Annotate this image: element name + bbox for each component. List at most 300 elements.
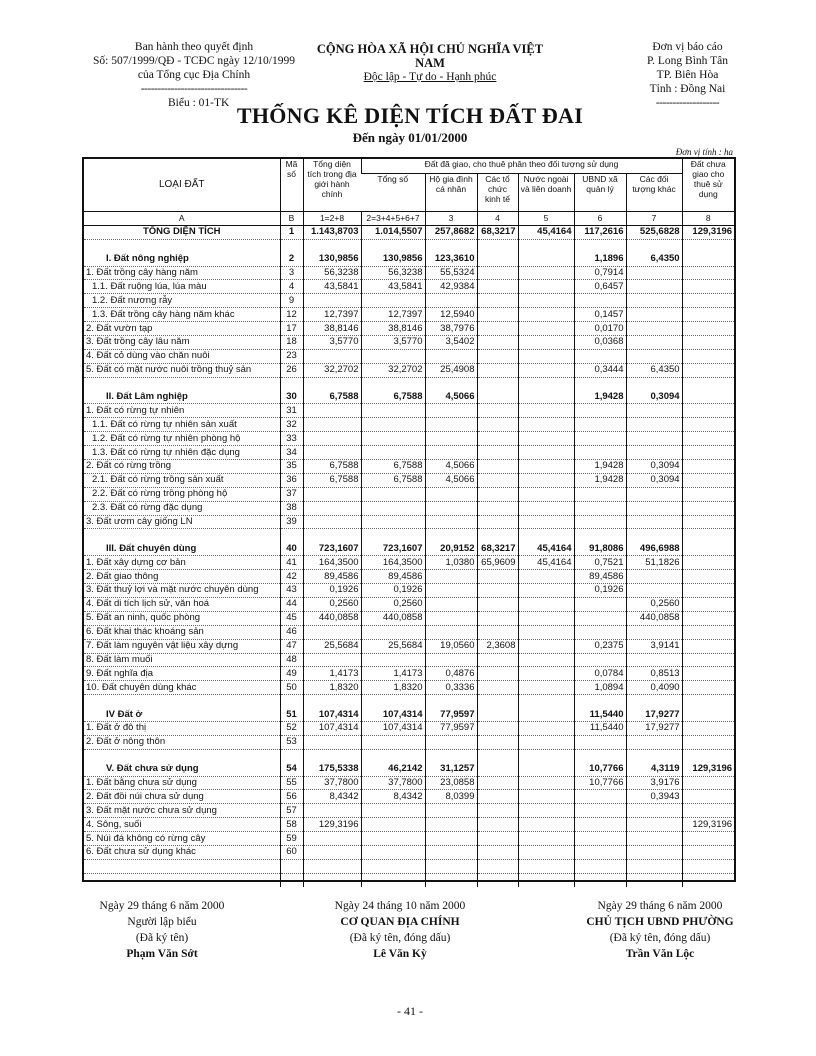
area-value-cell: 0,3943: [626, 790, 682, 804]
area-value-cell: [477, 460, 518, 474]
table-row: [84, 404, 734, 418]
spacer-cell: [425, 695, 477, 708]
area-value-cell: 55,5324: [425, 266, 477, 280]
area-value-cell: [477, 597, 518, 611]
area-value-cell: [477, 280, 518, 294]
spacer-row: [84, 239, 734, 252]
signature-note: (Đã ký tên, đóng dấu): [609, 932, 711, 944]
area-value-cell: [303, 859, 361, 873]
area-value-cell: [626, 653, 682, 667]
area-value-cell: 77,9597: [425, 721, 477, 735]
area-value-cell: [303, 446, 361, 460]
document-title: THỐNG KÊ DIỆN TÍCH ĐẤT ĐAI: [236, 103, 584, 128]
code-cell: 47: [280, 639, 303, 653]
area-value-cell: 46,2142: [361, 763, 425, 776]
header-unallocated: Đất chưa giao cho thuê sử dụng: [682, 159, 734, 212]
area-value-cell: 89,4586: [361, 570, 425, 584]
code-cell: 49: [280, 667, 303, 681]
area-value-cell: [518, 818, 574, 832]
area-value-cell: [477, 832, 518, 846]
area-value-cell: [626, 570, 682, 584]
area-value-cell: 37,7800: [361, 776, 425, 790]
area-value-cell: [682, 432, 734, 446]
area-value-cell: 1,9428: [574, 460, 626, 474]
spacer-cell: [361, 695, 425, 708]
area-value-cell: 4,5066: [425, 460, 477, 474]
area-value-cell: 1,4173: [303, 667, 361, 681]
index-cell: 8: [682, 212, 734, 226]
area-value-cell: [518, 336, 574, 350]
land-type-cell: 2.3. Đất có rừng đặc dụng: [84, 501, 280, 515]
area-value-cell: [682, 363, 734, 377]
code-cell: 39: [280, 515, 303, 529]
table-row: [84, 515, 734, 529]
code-cell: 40: [280, 542, 303, 555]
land-statistics-table: [84, 159, 734, 887]
area-value-cell: [477, 349, 518, 363]
land-type-cell: 1. Đất có rừng tự nhiên: [84, 404, 280, 418]
land-type-cell: 2. Đất ở nông thôn: [84, 735, 280, 749]
area-value-cell: 0,0368: [574, 336, 626, 350]
spacer-cell: [303, 377, 361, 390]
land-type-cell: 1.2. Đất nương rẫy: [84, 294, 280, 308]
area-value-cell: [477, 818, 518, 832]
spacer-cell: [477, 239, 518, 252]
area-value-cell: 43,5841: [361, 280, 425, 294]
area-value-cell: 56,3238: [361, 266, 425, 280]
area-value-cell: [574, 735, 626, 749]
area-value-cell: [626, 832, 682, 846]
area-value-cell: [574, 653, 626, 667]
spacer-cell: [280, 239, 303, 252]
area-value-cell: [477, 845, 518, 859]
area-value-cell: [477, 446, 518, 460]
land-type-cell: 1.1. Đất ruộng lúa, lúa màu: [84, 280, 280, 294]
document-subtitle: Đến ngày 01/01/2000: [352, 130, 468, 145]
area-value-cell: [518, 611, 574, 625]
land-type-cell: V. Đất chưa sử dụng: [84, 763, 280, 776]
area-value-cell: [477, 308, 518, 322]
area-value-cell: [477, 336, 518, 350]
signature-preparer: [82, 898, 242, 962]
code-cell: 31: [280, 404, 303, 418]
area-value-cell: [477, 322, 518, 336]
area-value-cell: 20,9152: [425, 542, 477, 555]
area-value-cell: 1.143,8703: [303, 225, 361, 239]
land-type-cell: 2. Đất vườn tạp: [84, 322, 280, 336]
spacer-row: [84, 749, 734, 762]
area-value-cell: [518, 418, 574, 432]
table-row: [84, 446, 734, 460]
area-value-cell: [477, 404, 518, 418]
area-value-cell: [626, 515, 682, 529]
index-cell: 2=3+4+5+6+7: [361, 212, 425, 226]
signature-note: (Đã ký tên, đóng dấu): [349, 932, 451, 944]
land-type-cell: 7. Đất làm nguyên vật liệu xây dựng: [84, 639, 280, 653]
spacer-cell: [518, 695, 574, 708]
area-value-cell: 4,3119: [626, 763, 682, 776]
area-value-cell: 0,4876: [425, 667, 477, 681]
table-row: [84, 570, 734, 584]
area-value-cell: [518, 721, 574, 735]
area-value-cell: 77,9597: [425, 708, 477, 721]
area-value-cell: [518, 473, 574, 487]
header-other-users: Các đối tượng khác: [626, 173, 682, 211]
land-type-cell: 3. Đất thuỷ lợi và mặt nước chuyên dùng: [84, 584, 280, 598]
code-cell: 48: [280, 653, 303, 667]
area-value-cell: 0,3094: [626, 460, 682, 474]
area-value-cell: 1,4173: [361, 667, 425, 681]
country-name: CỘNG HÒA XÃ HỘI CHỦ NGHĨA VIỆT NAM: [316, 42, 544, 70]
unit-of-measure: Đơn vị tính : ha: [675, 147, 733, 157]
table-row: [84, 639, 734, 653]
area-value-cell: 0,2560: [626, 597, 682, 611]
spacer-cell: [280, 529, 303, 542]
decision-number: Số: 507/1999/QĐ - TCĐC ngày 12/10/1999: [92, 55, 295, 67]
area-value-cell: 164,3500: [361, 556, 425, 570]
area-value-cell: [361, 446, 425, 460]
index-cell: 6: [574, 212, 626, 226]
area-value-cell: 164,3500: [303, 556, 361, 570]
area-value-cell: 0,2560: [361, 597, 425, 611]
issuing-decision-line: Ban hành theo quyết định: [134, 41, 254, 53]
spacer-cell: [84, 749, 280, 762]
area-value-cell: [626, 625, 682, 639]
area-value-cell: [682, 667, 734, 681]
area-value-cell: [477, 625, 518, 639]
area-value-cell: [682, 294, 734, 308]
spacer-cell: [303, 873, 361, 886]
land-type-cell: 1. Đất ở đô thị: [84, 721, 280, 735]
spacer-cell: [574, 239, 626, 252]
area-value-cell: 56,3238: [303, 266, 361, 280]
area-value-cell: [682, 859, 734, 873]
area-value-cell: 440,0858: [626, 611, 682, 625]
area-value-cell: 11,5440: [574, 721, 626, 735]
land-type-cell: 1.3. Đất có rừng tự nhiên đặc dụng: [84, 446, 280, 460]
area-value-cell: [477, 763, 518, 776]
area-value-cell: [303, 845, 361, 859]
area-value-cell: [425, 804, 477, 818]
area-value-cell: [518, 391, 574, 404]
area-value-cell: [361, 294, 425, 308]
table-row: [84, 460, 734, 474]
area-value-cell: [518, 681, 574, 695]
area-value-cell: [477, 432, 518, 446]
area-value-cell: 0,7521: [574, 556, 626, 570]
spacer-cell: [303, 529, 361, 542]
area-value-cell: 0,7914: [574, 266, 626, 280]
code-cell: 45: [280, 611, 303, 625]
code-cell: [280, 859, 303, 873]
code-cell: 55: [280, 776, 303, 790]
area-value-cell: [574, 487, 626, 501]
signature-note: (Đã ký tên): [135, 932, 189, 944]
area-value-cell: [682, 790, 734, 804]
table-row: [84, 584, 734, 598]
area-value-cell: 129,3196: [682, 763, 734, 776]
index-cell: B: [280, 212, 303, 226]
area-value-cell: [682, 322, 734, 336]
area-value-cell: 45,4164: [518, 556, 574, 570]
spacer-cell: [361, 873, 425, 886]
area-value-cell: [574, 625, 626, 639]
area-value-cell: [574, 515, 626, 529]
issuing-decision-block: [78, 40, 310, 96]
area-value-cell: [425, 349, 477, 363]
area-value-cell: [425, 446, 477, 460]
area-value-cell: [361, 515, 425, 529]
area-value-cell: 6,7588: [303, 391, 361, 404]
area-value-cell: [682, 308, 734, 322]
area-value-cell: 4,5066: [425, 473, 477, 487]
area-value-cell: [518, 322, 574, 336]
area-value-cell: 123,3610: [425, 253, 477, 266]
area-value-cell: [477, 570, 518, 584]
spacer-cell: [84, 377, 280, 390]
area-value-cell: [477, 266, 518, 280]
code-cell: 44: [280, 597, 303, 611]
area-value-cell: 31,1257: [425, 763, 477, 776]
header-land-type: LOẠI ĐẤT: [84, 159, 280, 212]
national-motto-block: [315, 42, 545, 84]
area-value-cell: 175,5338: [303, 763, 361, 776]
area-value-cell: 440,0858: [361, 611, 425, 625]
area-value-cell: [626, 322, 682, 336]
area-value-cell: 107,4314: [303, 721, 361, 735]
table-row: [84, 845, 734, 859]
spacer-cell: [574, 529, 626, 542]
code-cell: 35: [280, 460, 303, 474]
spacer-cell: [574, 749, 626, 762]
area-value-cell: [682, 418, 734, 432]
code-cell: 3: [280, 266, 303, 280]
signature-name: Phạm Văn Sớt: [126, 948, 198, 960]
code-cell: 2: [280, 253, 303, 266]
signature-role: Người lập biểu: [127, 916, 197, 928]
city-name: TP. Biên Hòa: [656, 69, 719, 81]
spacer-cell: [84, 239, 280, 252]
area-value-cell: [626, 845, 682, 859]
spacer-row: [84, 695, 734, 708]
spacer-cell: [280, 377, 303, 390]
header-economic-orgs: Các tổ chức kinh tế: [477, 173, 518, 211]
area-value-cell: [682, 349, 734, 363]
land-type-cell: 2. Đất có rừng trồng: [84, 460, 280, 474]
area-value-cell: [303, 501, 361, 515]
area-value-cell: [518, 280, 574, 294]
area-value-cell: [425, 611, 477, 625]
area-value-cell: 17,9277: [626, 721, 682, 735]
table-row: [84, 432, 734, 446]
land-type-cell: I. Đất nông nghiệp: [84, 253, 280, 266]
area-value-cell: [626, 336, 682, 350]
area-value-cell: 0,8513: [626, 667, 682, 681]
header-divider: -------------------: [655, 97, 720, 109]
land-type-cell: 6. Đất khai thác khoáng sản: [84, 625, 280, 639]
area-value-cell: 1,0894: [574, 681, 626, 695]
spacer-cell: [84, 529, 280, 542]
area-value-cell: [477, 653, 518, 667]
code-cell: 18: [280, 336, 303, 350]
spacer-cell: [682, 695, 734, 708]
area-value-cell: [626, 804, 682, 818]
area-value-cell: [425, 653, 477, 667]
area-value-cell: 19,0560: [425, 639, 477, 653]
area-value-cell: 6,4350: [626, 253, 682, 266]
area-value-cell: 0,3444: [574, 363, 626, 377]
area-value-cell: [518, 308, 574, 322]
area-value-cell: [361, 404, 425, 418]
header-code: Mã số: [280, 159, 303, 212]
area-value-cell: [682, 845, 734, 859]
spacer-cell: [425, 239, 477, 252]
area-value-cell: [682, 501, 734, 515]
area-value-cell: [425, 584, 477, 598]
spacer-cell: [425, 377, 477, 390]
area-value-cell: 257,8682: [425, 225, 477, 239]
area-value-cell: [682, 625, 734, 639]
area-value-cell: [361, 804, 425, 818]
area-value-cell: 25,5684: [303, 639, 361, 653]
area-value-cell: [518, 625, 574, 639]
area-value-cell: [518, 763, 574, 776]
area-value-cell: [361, 832, 425, 846]
area-value-cell: [303, 804, 361, 818]
spacer-cell: [280, 749, 303, 762]
area-value-cell: 65,9609: [477, 556, 518, 570]
table-row: [84, 735, 734, 749]
spacer-row: [84, 377, 734, 390]
area-value-cell: 1,0380: [425, 556, 477, 570]
area-value-cell: [682, 653, 734, 667]
spacer-cell: [425, 749, 477, 762]
area-value-cell: 8,0399: [425, 790, 477, 804]
land-type-cell: 2.2. Đất có rừng trồng phòng hộ: [84, 487, 280, 501]
area-value-cell: [303, 404, 361, 418]
area-value-cell: [303, 487, 361, 501]
spacer-cell: [682, 239, 734, 252]
code-cell: 30: [280, 391, 303, 404]
table-row: [84, 487, 734, 501]
area-value-cell: [682, 639, 734, 653]
area-value-cell: [682, 556, 734, 570]
area-value-cell: [518, 515, 574, 529]
area-value-cell: 0,4090: [626, 681, 682, 695]
area-value-cell: [477, 681, 518, 695]
area-value-cell: [682, 542, 734, 555]
area-value-cell: 38,7976: [425, 322, 477, 336]
area-value-cell: 10,7766: [574, 776, 626, 790]
area-value-cell: [303, 515, 361, 529]
section-row: [84, 391, 734, 404]
signature-role: CƠ QUAN ĐỊA CHÍNH: [340, 916, 460, 928]
table-row: [84, 597, 734, 611]
area-value-cell: [682, 804, 734, 818]
area-value-cell: 6,7588: [361, 473, 425, 487]
land-type-cell: 5. Núi đá không có rừng cây: [84, 832, 280, 846]
area-value-cell: 51,1826: [626, 556, 682, 570]
area-value-cell: [518, 667, 574, 681]
area-value-cell: [477, 418, 518, 432]
area-value-cell: 12,7397: [361, 308, 425, 322]
area-value-cell: 107,4314: [361, 708, 425, 721]
land-type-cell: 3. Đất trồng cây lâu năm: [84, 336, 280, 350]
national-motto: Độc lập - Tự do - Hạnh phúc: [363, 71, 497, 83]
area-value-cell: [574, 446, 626, 460]
land-type-cell: III. Đất chuyên dùng: [84, 542, 280, 555]
area-value-cell: 91,8086: [574, 542, 626, 555]
area-value-cell: [574, 501, 626, 515]
area-value-cell: [361, 653, 425, 667]
area-value-cell: 1,8320: [361, 681, 425, 695]
area-value-cell: [361, 625, 425, 639]
land-type-cell: 2.1. Đất có rừng trồng sản xuất: [84, 473, 280, 487]
area-value-cell: 6,7588: [361, 460, 425, 474]
area-value-cell: [425, 735, 477, 749]
area-value-cell: 1,9428: [574, 391, 626, 404]
signature-name: Lê Văn Kỳ: [373, 948, 427, 960]
spacer-cell: [303, 749, 361, 762]
section-row: [84, 253, 734, 266]
land-type-cell: 3. Đất mặt nước chưa sử dụng: [84, 804, 280, 818]
area-value-cell: 107,4314: [303, 708, 361, 721]
area-value-cell: [518, 776, 574, 790]
area-value-cell: 1,1896: [574, 253, 626, 266]
area-value-cell: 38,8146: [361, 322, 425, 336]
spacer-cell: [280, 695, 303, 708]
spacer-cell: [361, 529, 425, 542]
area-value-cell: [682, 570, 734, 584]
area-value-cell: [425, 832, 477, 846]
area-value-cell: 0,3094: [626, 473, 682, 487]
land-type-cell: 1. Đất trồng cây hàng năm: [84, 266, 280, 280]
area-value-cell: [361, 349, 425, 363]
header-total-area: Tổng diện tích trong địa giới hành chính: [303, 159, 361, 212]
reporting-unit-label: Đơn vị báo cáo: [652, 41, 723, 53]
table-row: [84, 266, 734, 280]
spacer-cell: [518, 873, 574, 886]
area-value-cell: 4,5066: [425, 391, 477, 404]
area-value-cell: [361, 735, 425, 749]
code-cell: 36: [280, 473, 303, 487]
spacer-cell: [626, 529, 682, 542]
area-value-cell: [425, 404, 477, 418]
table-row: [84, 308, 734, 322]
land-type-cell: 1. Đất xây dựng cơ bản: [84, 556, 280, 570]
area-value-cell: 1,8320: [303, 681, 361, 695]
header-foreign-jv: Nước ngoài và liên doanh: [518, 173, 574, 211]
area-value-cell: [361, 501, 425, 515]
table-row: [84, 556, 734, 570]
area-value-cell: [425, 418, 477, 432]
area-value-cell: [477, 611, 518, 625]
index-cell: 4: [477, 212, 518, 226]
code-cell: 4: [280, 280, 303, 294]
area-value-cell: 723,1607: [303, 542, 361, 555]
signature-date: Ngày 29 tháng 6 năm 2000: [597, 900, 723, 912]
area-value-cell: [425, 818, 477, 832]
area-value-cell: [303, 294, 361, 308]
area-value-cell: [361, 845, 425, 859]
area-value-cell: [477, 253, 518, 266]
spacer-cell: [477, 377, 518, 390]
area-value-cell: 11,5440: [574, 708, 626, 721]
area-value-cell: 3,5770: [303, 336, 361, 350]
area-value-cell: [682, 336, 734, 350]
area-value-cell: 68,3217: [477, 542, 518, 555]
code-cell: 46: [280, 625, 303, 639]
